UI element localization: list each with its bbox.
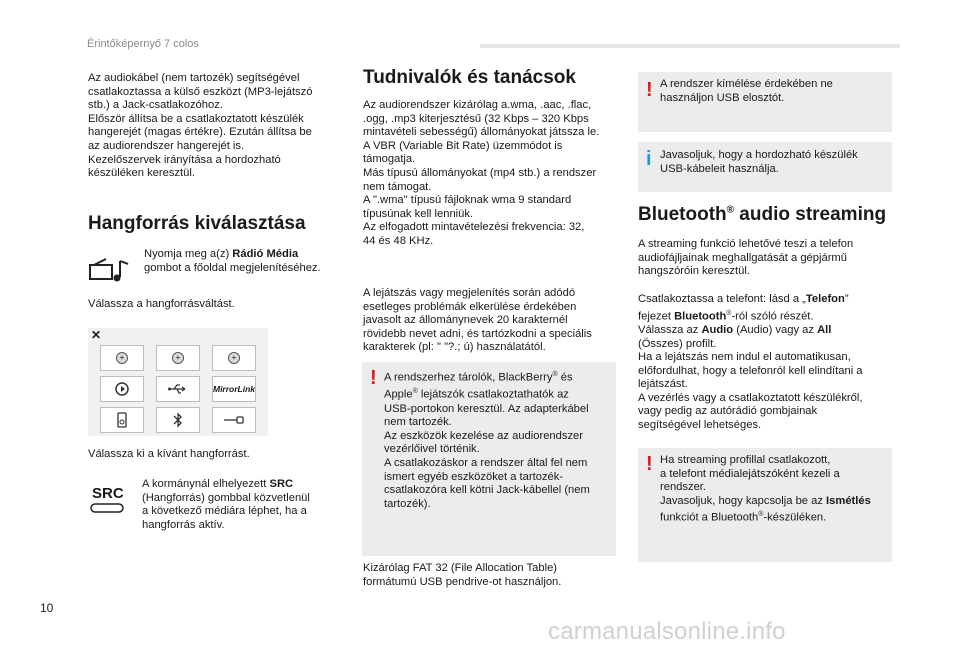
plus-icon: + bbox=[172, 352, 184, 364]
radio-media-icon bbox=[88, 258, 132, 286]
source-selection-screen bbox=[88, 328, 268, 436]
warning-note-text: Ha streaming profillal csatlakozott, a telefont médialejátszóként kezeli a rendszer. Javasoljuk, hogy kapcsolja be az Ismétlés funkciót a Bluetooth®-készüléken. bbox=[660, 454, 871, 525]
source-button-aux[interactable] bbox=[212, 407, 256, 433]
info-note-text: Javasoljuk, hogy a hordozható készülék USB-kábeleit használja. bbox=[660, 149, 858, 175]
warning-note-usb-hub bbox=[638, 72, 892, 132]
warning-icon: ! bbox=[646, 453, 653, 475]
mirrorlink-label: MirrorLink bbox=[212, 384, 256, 394]
bluetooth-icon bbox=[173, 412, 183, 428]
streaming-paragraph: A streaming funkció lehetővé teszi a telefon audiofájljainak meghallgatását a gépjármű hangszóróin keresztül. bbox=[638, 238, 854, 278]
source-button-bluetooth[interactable] bbox=[156, 407, 200, 433]
connect-paragraph: Csatlakoztassa a telefont: lásd a „Telefon” fejezet Bluetooth®-ról szóló részét. Válassza az Audio (Audio) vagy az All (Összes) profilt. Ha a lejátszás nem indul el automatikusan, előfordulhat, hogy a telefonról kell elindítani a lejátszást. A vezérlés vagy a csatlakoztatott készülékről, vagy pedig az autórádió gombjainak segítségével lehetséges. bbox=[638, 293, 863, 432]
select-source-text: Válassza a hangforrásváltást. bbox=[88, 298, 235, 310]
disc-play-icon bbox=[113, 381, 131, 397]
warning-note-devices bbox=[362, 362, 616, 556]
source-button-2[interactable] bbox=[156, 345, 200, 371]
warning-note-streaming bbox=[638, 448, 892, 562]
source-button-3[interactable] bbox=[212, 345, 256, 371]
warning-note-text: A rendszer kímélése érdekében ne használjon USB elosztót. bbox=[660, 78, 833, 104]
aux-jack-icon bbox=[223, 415, 245, 425]
usb-icon bbox=[167, 382, 189, 396]
info-icon: i bbox=[646, 148, 652, 170]
warning-note-text: A rendszerhez tárolók, BlackBerry® és Apple® lejátszók csatlakoztathatók az USB-portokon keresztül. Az adapterkábel nem tartozék. Az eszközök kezelése az audiorendszer vezérlőivel történik. A csatlakozáskor a rendszer által fel nem ismert egyéb eszközöket a tartozék- csatlakozóra kell kötni Jack-kábellel (nem tartozék). bbox=[384, 371, 590, 510]
warning-icon: ! bbox=[646, 79, 653, 101]
source-button-1[interactable] bbox=[100, 345, 144, 371]
page-number: 10 bbox=[40, 601, 54, 615]
header-bar bbox=[480, 44, 900, 48]
tips-heading: Tudnivalók és tanácsok bbox=[363, 67, 576, 88]
plus-icon: + bbox=[228, 352, 240, 364]
source-button-mirrorlink[interactable] bbox=[212, 376, 256, 402]
source-button-usb[interactable] bbox=[156, 376, 200, 402]
page-header-title: Érintőképernyő 7 colos bbox=[87, 38, 199, 50]
close-icon[interactable]: ✕ bbox=[91, 328, 102, 342]
radio-media-instruction: Nyomja meg a(z) Rádió Média gombot a főoldal megjelenítéséhez. bbox=[144, 248, 321, 274]
source-button-disc[interactable] bbox=[100, 376, 144, 402]
format-paragraph: Az audiorendszer kizárólag a.wma, .aac, .flac, .ogg, .mp3 kiterjesztésű (32 Kbps – 320 Kbps mintavételi sebességű) állományokat játssza le. A VBR (Variable Bit Rate) üzemmódot is támogatja. Más típusú állományokat (mp4 stb.) a rendszer nem támogat. A ".wma" típusú fájloknak wma 9 standard típusúnak kell lenniük. Az elfogadott mintavételezési frekvencia: 32, 44 és 48 KHz. bbox=[363, 99, 600, 247]
fat32-paragraph: Kizárólag FAT 32 (File Allocation Table) formátumú USB pendrive-ot használjon. bbox=[363, 562, 562, 588]
choose-source-text: Válassza ki a kívánt hangforrást. bbox=[88, 448, 250, 460]
intro-paragraph: Az audiokábel (nem tartozék) segítségével csatlakoztassa a külső eszközt (MP3-lejátszó stb.) a Jack-csatlakozóhoz. Először állítsa be a csatlakoztatott készülék hangerejét (magas értékre). Ezután állítsa be az audiorendszer hangerejét is. Kezelőszervek irányítása a hordozható készüléken keresztül. bbox=[88, 72, 313, 180]
portable-device-icon bbox=[117, 412, 127, 428]
watermark: carmanualsonline.info bbox=[548, 618, 786, 645]
src-button-icon: SRC bbox=[88, 485, 128, 515]
src-instruction: A kormánynál elhelyezett SRC (Hangforrás) gombbal közvetlenül a következő médiára léphet, ha a hangforrás aktív. bbox=[142, 478, 310, 531]
warning-icon: ! bbox=[370, 367, 377, 389]
source-selection-heading: Hangforrás kiválasztása bbox=[88, 213, 306, 234]
plus-icon: + bbox=[116, 352, 128, 364]
bluetooth-heading: Bluetooth® audio streaming bbox=[638, 204, 887, 225]
filename-paragraph: A lejátszás vagy megjelenítés során adódó esetleges problémák elkerülése érdekében javasolt az állománynevek 20 karakternél rövidebb nevet adni, és tartózkodni a speciális karakterek (pl: " "?.; ú) használatától. bbox=[363, 287, 592, 354]
info-note-usb-cable bbox=[638, 142, 892, 192]
source-button-device[interactable] bbox=[100, 407, 144, 433]
